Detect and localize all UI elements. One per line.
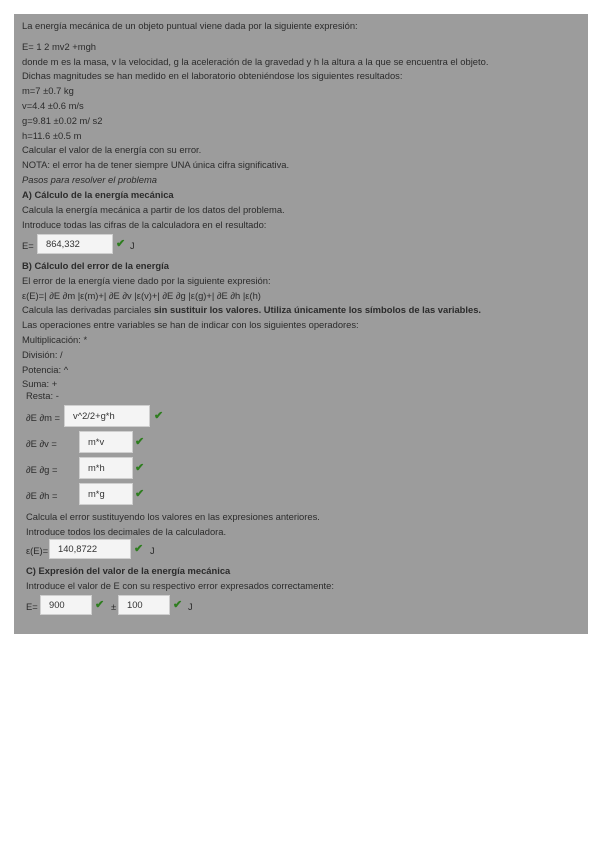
section-c-line1: Introduce el valor de E con su respectivo error expresados correctamente: <box>26 580 334 591</box>
derivative-label-h: ∂E ∂h = <box>26 490 58 501</box>
error-expression: ε(E)=| ∂E ∂m |ε(m)+| ∂E ∂v |ε(v)+| ∂E ∂g |ε(g)+| ∂E ∂h |ε(h) <box>22 290 261 301</box>
section-b-line5: Introduce todos los decimales de la calculadora. <box>26 526 227 537</box>
derivative-label-v: ∂E ∂v = <box>26 438 57 449</box>
section-b-line4: Calcula el error sustituyendo los valores en las expresiones anteriores. <box>26 511 320 522</box>
derivative-input-v[interactable]: m*v <box>79 431 133 453</box>
final-unit: J <box>188 601 193 612</box>
operator-power: Potencia: ^ <box>22 364 69 375</box>
check-icon: ✔ <box>135 488 145 500</box>
derivative-label-m: ∂E ∂m = <box>26 412 61 423</box>
energy-unit: J <box>130 240 135 251</box>
gravity-value: g=9.81 ±0.02 m/ s2 <box>22 115 103 126</box>
error-label: ε(E)= <box>26 545 49 556</box>
operator-division: División: / <box>22 349 63 360</box>
energy-input[interactable]: 864,332 <box>37 234 113 254</box>
check-icon: ✔ <box>135 436 145 448</box>
definition-text: donde m es la masa, v la velocidad, g la aceleración de la gravedad y h la altura a la que se encuentra el objeto. <box>22 56 489 67</box>
check-icon: ✔ <box>116 238 126 250</box>
check-icon: ✔ <box>134 543 144 555</box>
section-b-line1: El error de la energía viene dado por la siguiente expresión: <box>22 275 271 286</box>
derivative-input-h[interactable]: m*g <box>79 483 133 505</box>
check-icon: ✔ <box>173 599 183 611</box>
lab-note-text: Dichas magnitudes se han medido en el laboratorio obteniéndose los siguientes resultados: <box>22 70 403 81</box>
mass-value: m=7 ±0.7 kg <box>22 85 74 96</box>
final-error-input[interactable]: 100 <box>118 595 170 615</box>
question-panel <box>14 14 588 634</box>
formula-text: E= 1 2 mv2 +mgh <box>22 41 96 52</box>
derivative-input-m[interactable]: v^2/2+g*h <box>64 405 150 427</box>
operator-subtraction: Resta: - <box>26 390 59 401</box>
error-input[interactable]: 140,8722 <box>49 539 131 559</box>
section-a-line2: Introduce todas las cifras de la calculadora en el resultado: <box>22 219 267 230</box>
derivative-label-g: ∂E ∂g = <box>26 464 58 475</box>
operator-multiplication: Multiplicación: * <box>22 334 88 345</box>
check-icon: ✔ <box>154 410 164 422</box>
steps-title: Pasos para resolver el problema <box>22 174 157 185</box>
section-c-title: C) Expresión del valor de la energía mecánica <box>26 565 231 576</box>
section-b-title: B) Cálculo del error de la energía <box>22 260 169 271</box>
velocity-value: v=4.4 ±0.6 m/s <box>22 100 84 111</box>
note-text: NOTA: el error ha de tener siempre UNA única cifra significativa. <box>22 159 290 170</box>
energy-label: E= <box>22 240 34 251</box>
section-b-line2: Calcula las derivadas parciales sin sustituir los valores. Utiliza únicamente los símbolos de las variables. <box>22 304 482 315</box>
section-b-line3: Las operaciones entre variables se han de indicar con los siguientes operadores: <box>22 319 359 330</box>
plus-minus-sign: ± <box>111 601 117 612</box>
intro-text: La energía mecánica de un objeto puntual viene dada por la siguiente expresión: <box>22 20 358 31</box>
final-energy-input[interactable]: 900 <box>40 595 92 615</box>
error-unit: J <box>150 545 155 556</box>
section-a-line1: Calcula la energía mecánica a partir de los datos del problema. <box>22 204 285 215</box>
task-text: Calcular el valor de la energía con su error. <box>22 144 202 155</box>
final-energy-label: E= <box>26 601 38 612</box>
check-icon: ✔ <box>95 599 105 611</box>
height-value: h=11.6 ±0.5 m <box>22 130 82 141</box>
operator-sum: Suma: + <box>22 378 58 389</box>
section-a-title: A) Cálculo de la energía mecánica <box>22 189 174 200</box>
derivative-input-g[interactable]: m*h <box>79 457 133 479</box>
check-icon: ✔ <box>135 462 145 474</box>
